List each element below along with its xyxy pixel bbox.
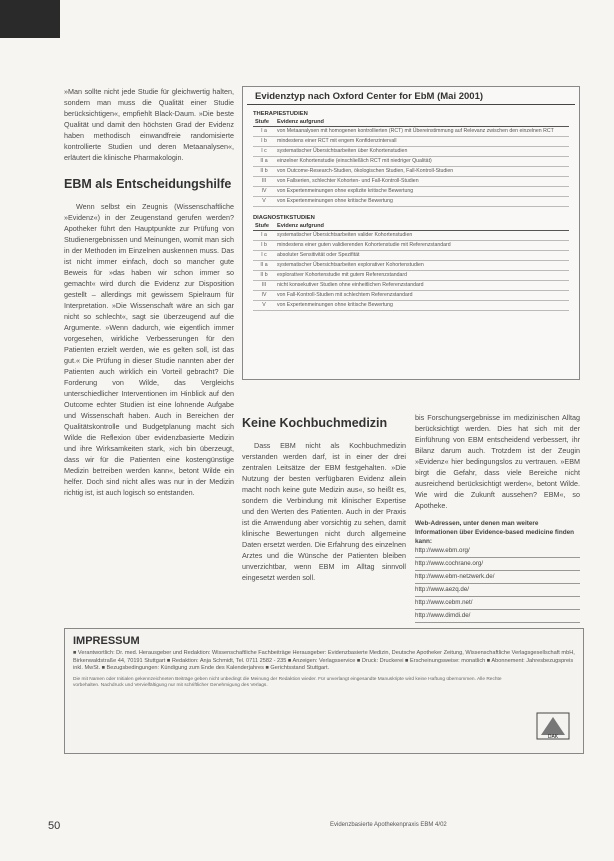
web-link[interactable]: http://www.dimdi.de/ [415,611,580,623]
table-row [253,291,569,301]
table-row [253,127,569,137]
evidence-level: V [253,197,275,207]
diagnostic-table [253,222,569,311]
evidence-level: I a [253,231,275,241]
evidence-description: von Expertenmeinungen ohne explizite kritische Bewertung [275,187,569,197]
impressum-text: ■ Verantwortlich: Dr. med. Herausgeber und Redaktion: Wissenschaftliche Fachbeiträge Herausgeber: Evidenzbasierte Medizin, Deutsche Apotheker Zeitung, Wissenschaftliche Verlagsgesellschaft mbH, Birkenwaldstraße 44, 70191 Stuttgart ■ Redaktion: Anja Schmidt, Tel. 0711 2582 - 235 ■ Anzeigen: Verlagsservice ■ Druck: Druckerei ■ Erscheinungsweise: monatlich ■ Abonnement: Jahresbezugspreis inkl. MwSt. ■ Bezugsbedingungen: Kündigung zum Ende des Kalenderjahres ■ Gerichtsstand Stuttgart. [73,650,575,672]
web-links-list [415,546,580,623]
evidence-level: II a [253,157,275,167]
evidence-box-title: Evidenztyp nach Oxford Center for EbM (Mai 2001) [247,87,575,105]
web-link[interactable]: http://www.ebm-netzwerk.de/ [415,572,580,584]
evidence-level: I c [253,147,275,157]
evidence-level: III [253,177,275,187]
evidence-level: II b [253,167,275,177]
dak-logo-text: DAK [547,734,559,740]
body-paragraph: Wenn selbst ein Zeugnis (Wissenschaftliche »Evidenz«) in der Zeugenstand gerufen werden? Apotheker führt den Hauptpunkte zur Prüfung von Studienergebnissen und Meinungen, womit man sich in der Methoden im Einzelnen auskennen muss. Das ist nicht immer einfach, doch so mancher gute Beweis für »das haben wir schon immer so gemacht« wird durch die Evidenz zur Disposition gestellt – allerdings mit gewissem Spielraum für Interpretation. »Die Wissenschaft wäre an sich gar nicht so schlecht«, sagt sie überzeugend auf die Argumente. »Wenn dadurch, wie eigentlich immer vorgesehen, wirkliche Verbesserungen für den Patienten erzielt werden, wie es gelten soll, ist das gut.« Die Prüfung in dieser Studie nannten aber der Patienten auch wirklich ein Vorteil gebracht? Die Forderung von Wilde, das Vergleichs unterschiedlicher Interventionen im Hinblick auf den Outcome echter Studien ist eine lohnende Aufgabe und Wissenschaft haben. Auch in Bereichen der Qualitätskontrolle und Budgetplanung macht sich Wilde die Reflexion über evidenzbasierte Medizin und ihre Wirksamkeiten stark, »ich bin überzeugt, dass wir für die Patienten eine kostengünstige Medizin betreiben werden kann«, betont Wilde ein helfer. Doch sind nicht alles was nur in der Medizin richtig ist, ist auch logisch so entstanden. [64,202,234,497]
right-column [415,412,580,624]
table-row [253,261,569,271]
evidence-description: systematischer Übersichtsarbeiten valider Kohortenstudien [275,231,569,241]
web-link[interactable]: http://www.aezq.de/ [415,585,580,597]
evidence-level: V [253,301,275,311]
diagnostic-section-heading: DIAGNOSTIKSTUDIEN [253,215,315,221]
section-heading-ebm: EBM als Entscheidungshilfe [64,177,232,191]
evidence-level: I a [253,127,275,137]
right-paragraph: bis Forschungsergebnisse im medizinischen Alltag berücksichtigt werden. Dies hat sich mit der Einführung von EBM entscheidend verbessert, ihr Bilanz darum auch. Trotzdem ist der Zeugin »Evidenz« hier bedingungslos zu vertrauen. »EBM birgt die Gefahr, dass viele Bereiche nicht ausreichend berücksichtigt werden«, betont Wilde. Wie wird die Zukunft aussehen? EBM«, so Apotheke. [415,413,580,510]
middle-column [242,412,406,583]
evidence-description: explorativer Kohortenstudie mit gutem Referenzstandard [275,271,569,281]
dak-logo-icon [535,711,571,741]
therapy-table [253,118,569,207]
table-row [253,301,569,311]
left-column [64,86,234,498]
evidence-description: von Fall-Kontroll-Studien mit schlechtem Referenzstandard [275,291,569,301]
table-row [253,187,569,197]
table-row [253,167,569,177]
evidence-level: I c [253,251,275,261]
web-link[interactable]: http://www.cochrane.org/ [415,559,580,571]
evidence-description: von Outcome-Research-Studien, ökologischen Studien, Fall-Kontroll-Studien [275,167,569,177]
col-level-header: Stufe [253,118,275,127]
table-row [253,231,569,241]
table-row [253,177,569,187]
web-addresses-heading: Web-Adressen, unter denen man weitere Informationen über Evidence-based medicine finden kann: [415,520,575,545]
evidence-type-box [242,86,580,380]
evidence-description: von Fallserien, schlechter Kohorten- und Fall-Kontroll-Studien [275,177,569,187]
evidence-description: mindestens einer guten validierenden Kohortenstudie mit Referenzstandard [275,241,569,251]
evidence-description: absoluter Sensitivität oder Spezifität [275,251,569,261]
col-basis-header: Evidenz aufgrund [275,118,569,127]
running-footer: Evidenzbasierte Apothekenpraxis EBM 4/02 [330,822,447,828]
evidence-level: II a [253,261,275,271]
evidence-description: von Metaanalysen mit homogenen kontrollierten (RCT) mit Übereinstimmung auf Relevanz zwischen den einzelnen RCT [275,127,569,137]
web-link[interactable]: http://www.ebm.org/ [415,546,580,558]
table-row [253,251,569,261]
evidence-description: mindestens einer RCT mit engem Konfidenzintervall [275,137,569,147]
evidence-level: IV [253,187,275,197]
impressum-title: IMPRESSUM [73,635,140,647]
intro-paragraph: »Man sollte nicht jede Studie für gleichwertig halten, sondern man muss die Qualität einer Studie berücksichtigen«, empfiehlt Black-Daum. »Die beste Qualität und damit den höchsten Grad der Evidenz haben methodisch einwandfreie randomisierte kontrollierte Studien und deren Metaanalysen«, erläutert die klinische Pharmakologin. [64,87,234,162]
web-link[interactable]: http://www.cebm.net/ [415,598,580,610]
evidence-description: systematischer Übersichtsarbeiten explorativer Kohortenstudien [275,261,569,271]
kochbuch-paragraph: Dass EBM nicht als Kochbuchmedizin verstanden werden darf, ist in einer der drei zentralen Leitsätze der EBM festgehalten. »Die Nutzung der besten verfügbaren Evidenz allein macht noch keine gute Medizin aus«, so heißt es, sondern die Verbindung mit klinischer Expertise und den Werten des Patienten. Auch in der Praxis ist die Anwendung aber vorsichtig zu sehen, damit klinische Bewertungen nicht durch allgemeine Daten ersetzt werden. Die Erfahrung des einzelnen Arztes und die Wünsche der Patienten bleiben unverzichtbar, wenn EBM im Alltag sinnvoll eingesetzt werden soll. [242,441,406,582]
table-row [253,137,569,147]
table-row [253,197,569,207]
evidence-description: nicht konsekutiver Studien ohne einheitlichen Referenzstandard [275,281,569,291]
evidence-level: IV [253,291,275,301]
table-row [253,281,569,291]
col-level-header: Stufe [253,222,275,231]
section-heading-kochbuch: Keine Kochbuchmedizin [242,416,388,430]
table-row [253,157,569,167]
page-corner-marker [0,0,60,38]
table-row [253,147,569,157]
evidence-description: systematischer Übersichtsarbeiten über Kohortenstudien [275,147,569,157]
col-basis-header: Evidenz aufgrund [275,222,569,231]
evidence-description: von Expertenmeinungen ohne kritische Bewertung [275,301,569,311]
table-row [253,271,569,281]
evidence-level: III [253,281,275,291]
impressum-footnote: Die mit Namen oder Initialen gekennzeichneten Beiträge geben nicht unbedingt die Meinung der Redaktion wieder. Für unverlangt eingesandte Manuskripte wird keine Haftung übernommen. Alle Rechte vorbehalten. Nachdruck und Vervielfältigung nur mit schriftlicher Genehmigung des Verlags. [73,676,502,689]
evidence-level: II b [253,271,275,281]
evidence-description: von Expertenmeinungen ohne kritische Bewertung [275,197,569,207]
therapy-section-heading: THERAPIESTUDIEN [253,111,308,117]
page-number: 50 [48,820,61,832]
table-row [253,241,569,251]
evidence-description: einzelner Kohortenstudie (einschließlich RCT mit niedriger Qualität) [275,157,569,167]
evidence-level: I b [253,241,275,251]
impressum-box [64,628,584,754]
evidence-level: I b [253,137,275,147]
